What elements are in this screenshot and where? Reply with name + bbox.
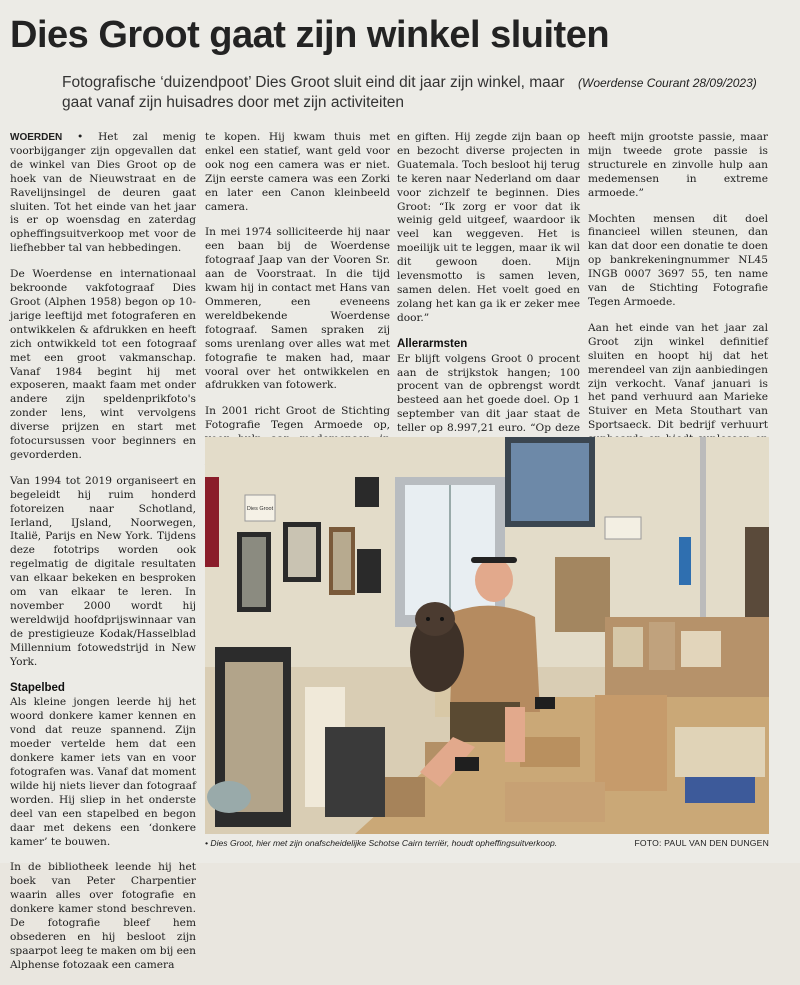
paragraph [10,131,196,256]
paragraph: Mochten mensen dit doel financieel willen steunen, dan kan dat door een donatie te doen op bankrekeningnummer NL45 INGB 0007 3697 55, ten name van de Stichting Fotografie Tegen Armoede. [588,212,768,308]
paragraph: te kopen. Hij kwam thuis met enkel een statief, want geld voor ook nog een camera was er niet. Zijn eerste camera was een Zorki en later een Canon kleinbeeld camera. [205,131,390,213]
photo-caption: • Dies Groot, hier met zijn onafscheidelijke Schotse Cairn terriër, houdt opheffingsuitverkoop. [205,838,558,848]
photo-credit: FOTO: PAUL VAN DEN DUNGEN [634,838,769,848]
paragraph: Aan het einde van het jaar zal Groot zijn winkel definitief sluiten en hoopt hij dat het merendeel van zijn aanbiedingen zijn verkocht. Vanaf januari is het pand verhuurd aan Marieke Stuiver en Meta Stouthart van Sportsaeck. Dit bedrijf verhuurt [588,321,768,432]
article-column-1 [10,131,196,985]
dateline: WOERDEN [10,132,63,143]
intertitle-stapelbed: Stapelbed [10,681,65,694]
article-photo [205,437,769,834]
paragraph: In de bibliotheek leende hij het boek van Peter Charpentier waarin alles over fotografie en donkere kamer stond beschreven. De fotografie bleef hem obsederen en hij besloot zijn spaarpot leeg te maken om bij een Alphense fotozaak een camera [10,861,196,971]
paragraph: In 2001 richt Groot de Stichting Fotografie Tegen Armoede op, [205,405,390,432]
source-citation: (Woerdense Courant 28/09/2023) [578,76,757,90]
paragraph: Als kleine jongen leerde hij het woord donkere kamer kennen en vond dat reuze spannend. Zijn moeder vertelde hem dat een donkere kamer iets van en voor fotografen was. Vanaf dat moment wilde hij niets liever dan fotograaf worden. Hij sliep in het onderste deel van een stapelbed en begon daar met dekens een ‘donkere kamer’ te bouwen. [10,696,196,848]
paragraph: en giften. Hij zegde zijn baan op en bezocht diverse projecten in Guatemala. Toch besloot hij terug te keren naar Nederland om daar voor zichzelf te beginnen. Dies Groot: “Ik zorg er voor dat ik weinig geld uitgeef, waardoor ik veel kan weggeven. Het is moeilijk uit te leggen, maar ik wil dit gewoon doen. Mijn levensmotto is samen leven, samen delen. Het voelt goed en zolang het kan ga ik er zeker mee door.” [397,131,580,324]
photo-caption-row [205,838,769,852]
paragraph: Van 1994 tot 2019 organiseert en begeleidt hij ruim honderd fotoreizen naar Schotland, Ierland, IJsland, Noorwegen, Italië, Parijs en New York. Tijdens deze fototrips worden ook regelmatig de digitale resultaten van elkaar bekeken en besproken om van elkaar te leren. In november 2000 wordt hij wereldwijd hoofdprijswinnaar van de prestigieuze Kodak/Hasselblad Millennium fotowedstrijd in New York. [10,474,196,668]
paragraph: In mei 1974 solliciteerde hij naar een baan bij de Woerdense fotograaf Jaap van der Vooren Sr. aan de Voorstraat. In die tijd kwam hij in contact met Hans van Ommeren, een eveneens wereldbekende Woerdense fotograaf. Samen spraken zij soms urenlang over alles wat met fotografie te maken had, maar vooral over het ontwikkelen en afdrukken van fotowerk. [205,226,390,392]
paragraph: heeft mijn grootste passie, maar mijn tweede grote passie is structurele en zinvolle hulp aan medemensen in extreme armoede.” [588,131,768,199]
intertitle-allerarmsten: Allerarmsten [397,337,468,350]
subheadline: Fotografische ‘duizendpoot’ Dies Groot sluit eind dit jaar zijn winkel, maar gaat vanaf zijn huisadres door met zijn activiteiten [62,74,565,111]
paragraph: Er blijft volgens Groot 0 procent aan de strijkstok hangen; 100 procent van de opbrengst wordt besteed aan het goede doel. Op 1 september van dit jaar staat de teller op 8.997,21 euro. “Op deze [397,352,580,435]
headline: Dies Groot gaat zijn winkel sluiten [10,14,610,56]
paragraph-text: • Het zal menig voorbijganger zijn opgevallen dat de winkel van Dies Groot op de hoek van de Nieuwstraat en de Ravelijnsingel de deuren gaat sluiten. Tot het einde van het jaar is er op woensdag en zaterdag opheffingsuitverkoop met voor de liefhebber tal van hebbedingen. [10,131,196,255]
shop-interior-illustration [205,437,769,834]
shop-sign: Dies Groot [246,506,274,512]
paragraph: De Woerdense en internationaal bekroonde vakfotograaf Dies Groot (Alphen 1958) begon op 10-jarige leeftijd met fotograferen en ontwikkelen & afdrukken en heeft zich ontwikkeld tot een fotograaf met een groot vakmanschap. Vanaf 1984 begint hij met exposeren, maakt faam met onder andere zijn speldenprikfoto's zonder lens, wint vervolgens diverse prijzen en start met fotocursussen voor beginners en gevorderden. [10,268,196,461]
